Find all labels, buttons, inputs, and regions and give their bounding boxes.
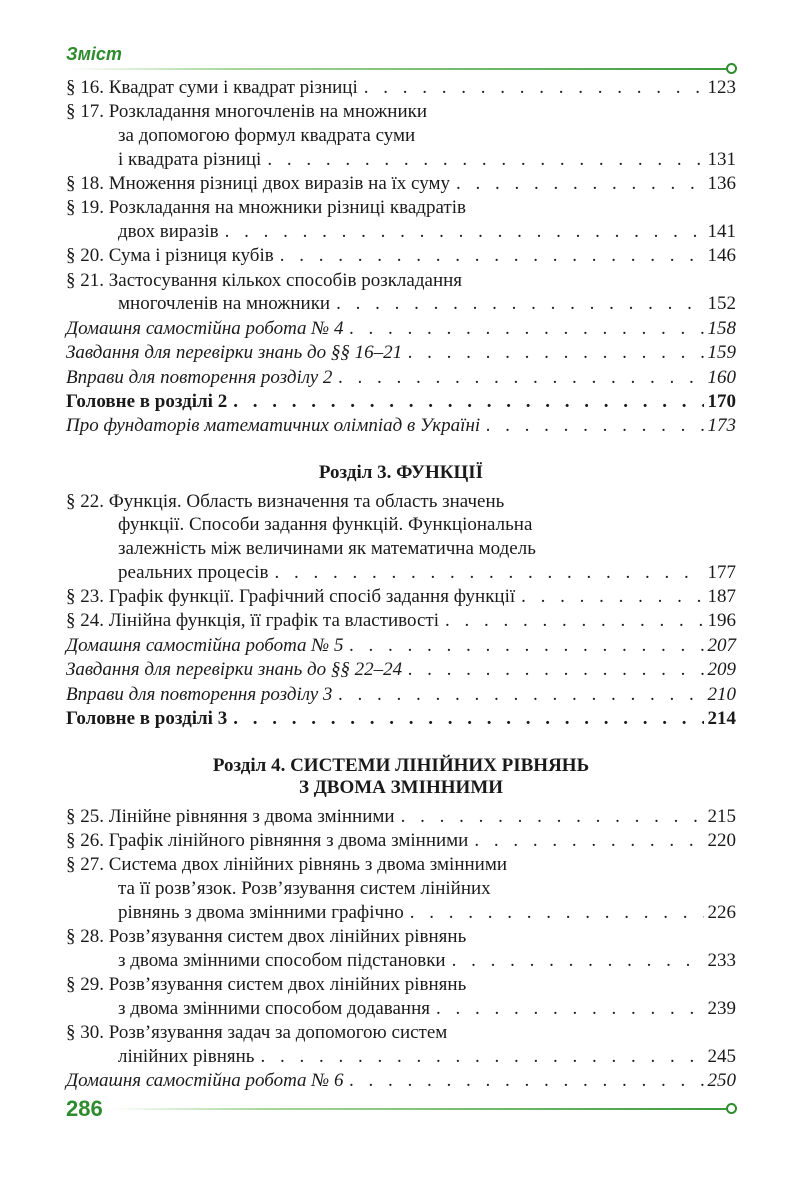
toc-entry-last-line [66, 341, 736, 365]
dot-leader [343, 1069, 703, 1093]
toc-entry-text: § 22. Функція. Область визначення та область значень [66, 490, 505, 512]
toc-entry [66, 172, 736, 196]
toc-entry-last-line [66, 997, 736, 1021]
toc-entry-text: § 25. Лінійне рівняння з двома змінними [66, 805, 395, 827]
toc-entry-text: рівнянь з двома змінними графічно [118, 901, 404, 923]
toc-entry-last-line [66, 366, 736, 390]
toc-entry-last-line [66, 609, 736, 633]
toc-entry-text: § 16. Квадрат суми і квадрат різниці [66, 77, 358, 98]
dot-leader [343, 317, 703, 341]
toc-entry-text: Головне в розділі 3 [66, 708, 228, 729]
toc-entry-page: 152 [707, 293, 736, 315]
toc-entry [66, 1069, 736, 1093]
toc-entry [66, 76, 736, 100]
toc-entry-last-line [66, 172, 736, 196]
toc-entry-text: Головне в розділі 2 [66, 390, 228, 412]
toc-entry-page: 239 [707, 997, 736, 1019]
toc-entry-last-line [66, 707, 736, 731]
toc-entry-text: лінійних рівнянь [118, 1045, 255, 1067]
toc-entry-last-line [66, 317, 736, 341]
toc-entry [66, 341, 736, 365]
toc-entry-page: 214 [707, 708, 736, 729]
toc-entry-text: функції. Способи задання функцій. Функціональна [118, 514, 533, 536]
section-4-title-line-2: З ДВОМА ЗМІННИМИ [298, 776, 504, 798]
toc-entry [66, 390, 736, 414]
toc-entry-page: 215 [707, 805, 736, 827]
toc-entry-page: 210 [707, 683, 736, 705]
toc-entry-last-line [66, 148, 736, 172]
toc-entry-text: § 21. Застосування кількох способів розкладання [66, 269, 463, 291]
toc-entry-last-line [66, 561, 736, 585]
section-4-heading [66, 755, 736, 799]
page-number: 286 [66, 1096, 103, 1121]
toc-entry-page: 233 [707, 949, 736, 971]
header-label: Зміст [66, 44, 122, 64]
toc-entry-text: § 28. Розв’язування систем двох лінійних рівнянь [66, 925, 467, 947]
dot-leader [402, 341, 703, 365]
toc-entry-text: § 29. Розв’язування систем двох лінійних рівнянь [66, 973, 467, 995]
toc-entry-text: § 18. Множення різниці двох виразів на їх суму [66, 172, 450, 194]
dot-leader [450, 172, 704, 196]
toc-entry-text: § 19. Розкладання на множники різниці квадратів [66, 197, 466, 219]
toc-entry [66, 585, 736, 609]
toc-entry-page: 146 [707, 245, 736, 267]
toc-block-chapter2 [66, 76, 736, 438]
dot-leader [254, 1045, 703, 1069]
toc-entry [66, 925, 736, 972]
toc-entry [66, 490, 736, 584]
toc-entry-text: § 24. Лінійна функція, її графік та властивості [66, 610, 439, 632]
table-of-contents [66, 76, 736, 1093]
toc-entry-last-line [66, 76, 736, 100]
toc-entry-line [66, 537, 736, 561]
toc-entry-line [66, 196, 736, 220]
toc-entry-page: 245 [707, 1045, 736, 1067]
toc-entry-last-line [66, 658, 736, 682]
toc-entry-text: Вправи для повторення розділу 2 [66, 366, 333, 388]
toc-block-chapter4 [66, 805, 736, 1093]
toc-entry-last-line [66, 1045, 736, 1069]
toc-entry [66, 853, 736, 924]
dot-leader [330, 292, 703, 316]
header-rule [66, 68, 730, 70]
toc-entry-last-line [66, 390, 736, 414]
dot-leader [343, 634, 703, 658]
dot-leader [439, 609, 704, 633]
toc-entry-page: 158 [707, 317, 736, 339]
toc-entry-last-line [66, 829, 736, 853]
toc-entry-text: з двома змінними способом підстановки [118, 949, 446, 971]
toc-entry-line [66, 925, 736, 949]
toc-entry-page: 226 [707, 901, 736, 923]
toc-entry-line [66, 124, 736, 148]
toc-entry [66, 366, 736, 390]
toc-entry-line [66, 490, 736, 514]
toc-entry [66, 683, 736, 707]
toc-entry-text: Завдання для перевірки знань до §§ 16–21 [66, 342, 403, 364]
toc-entry-last-line [66, 1069, 736, 1093]
toc-entry-last-line [66, 292, 736, 316]
toc-entry-text: § 27. Система двох лінійних рівнянь з двома змінними [66, 854, 508, 876]
toc-entry-page: 177 [707, 561, 736, 583]
dot-leader [468, 829, 703, 853]
toc-entry-page: 196 [707, 610, 736, 632]
footer-ring-icon [726, 1103, 737, 1114]
dot-leader [227, 707, 703, 731]
toc-entry-text: § 26. Графік лінійного рівняння з двома змінними [66, 829, 469, 851]
toc-entry-page: 123 [707, 77, 736, 98]
toc-entry-text: Домашня самостійна робота № 5 [66, 634, 344, 656]
dot-leader [332, 366, 703, 390]
toc-entry [66, 707, 736, 731]
dot-leader [268, 561, 703, 585]
toc-entry-page: 250 [707, 1069, 736, 1091]
toc-entry-line [66, 877, 736, 901]
toc-entry-last-line [66, 683, 736, 707]
toc-entry-page: 136 [707, 172, 736, 194]
toc-entry-page: 131 [707, 148, 736, 170]
toc-entry [66, 196, 736, 243]
toc-entry-text: Вправи для повторення розділу 3 [66, 683, 333, 705]
toc-entry-text: реальних процесів [118, 561, 269, 583]
toc-entry-page: 220 [707, 829, 736, 851]
toc-entry-last-line [66, 949, 736, 973]
toc-entry-text: § 17. Розкладання многочленів на множники [66, 101, 428, 123]
dot-leader [430, 997, 704, 1021]
toc-entry [66, 609, 736, 633]
toc-entry-last-line [66, 805, 736, 829]
toc-entry-page: 141 [707, 220, 736, 242]
toc-entry-page: 173 [707, 415, 736, 437]
toc-entry-last-line [66, 634, 736, 658]
toc-entry-last-line [66, 244, 736, 268]
toc-entry [66, 100, 736, 171]
section-4-title-line-1: Розділ 4. СИСТЕМИ ЛІНІЙНИХ РІВНЯНЬ [212, 754, 590, 776]
toc-entry-text: многочленів на множники [118, 293, 331, 315]
dot-leader [332, 683, 703, 707]
toc-entry-page: 159 [707, 342, 736, 364]
toc-entry-last-line [66, 585, 736, 609]
toc-entry-text: Про фундаторів математичних олімпіад в Україні [66, 415, 481, 437]
toc-entry [66, 414, 736, 438]
toc-block-chapter3 [66, 490, 736, 731]
toc-entry-line [66, 100, 736, 124]
toc-entry-line [66, 853, 736, 877]
toc-entry-last-line [66, 414, 736, 438]
toc-entry-line [66, 1021, 736, 1045]
header-ring-icon [726, 63, 737, 74]
toc-entry-text: залежність між величинами як математична модель [118, 538, 536, 560]
toc-entry-last-line [66, 220, 736, 244]
section-3-title: Розділ 3. ФУНКЦІЇ [318, 461, 484, 483]
toc-entry-text: § 23. Графік функції. Графічний спосіб задання функції [66, 586, 516, 608]
dot-leader [358, 76, 704, 100]
toc-entry [66, 658, 736, 682]
dot-leader [227, 390, 703, 414]
toc-entry-text: та її розв’язок. Розв’язування систем лінійних [118, 877, 491, 899]
dot-leader [515, 585, 703, 609]
toc-entry-page: 207 [707, 634, 736, 656]
toc-entry-text: з двома змінними способом додавання [118, 997, 430, 1019]
toc-entry [66, 244, 736, 268]
dot-leader [480, 414, 703, 438]
toc-entry-page: 160 [707, 366, 736, 388]
section-3-heading [66, 462, 736, 484]
toc-entry [66, 1021, 736, 1068]
dot-leader [395, 805, 704, 829]
toc-entry-line [66, 269, 736, 293]
toc-entry-text: § 20. Сума і різниця кубів [66, 245, 274, 267]
dot-leader [219, 220, 704, 244]
toc-entry-line [66, 973, 736, 997]
toc-entry-page: 170 [707, 390, 736, 412]
footer-rule [110, 1108, 730, 1110]
dot-leader [261, 148, 703, 172]
toc-entry-page: 209 [707, 659, 736, 681]
toc-entry [66, 805, 736, 829]
toc-entry [66, 973, 736, 1020]
dot-leader [446, 949, 704, 973]
toc-entry-text: Завдання для перевірки знань до §§ 22–24 [66, 659, 403, 681]
toc-entry [66, 829, 736, 853]
toc-entry-text: за допомогою формул квадрата суми [118, 124, 416, 146]
toc-entry-text: Домашня самостійна робота № 4 [66, 317, 344, 339]
toc-entry-text: двох виразів [118, 220, 219, 242]
toc-entry-line [66, 513, 736, 537]
dot-leader [404, 901, 704, 925]
toc-entry [66, 634, 736, 658]
toc-entry [66, 269, 736, 316]
toc-entry [66, 317, 736, 341]
toc-entry-text: Домашня самостійна робота № 6 [66, 1069, 344, 1091]
toc-entry-text: і квадрата різниці [118, 148, 262, 170]
toc-entry-last-line [66, 901, 736, 925]
toc-entry-text: § 30. Розв’язування задач за допомогою систем [66, 1021, 448, 1043]
dot-leader [402, 658, 703, 682]
dot-leader [274, 244, 704, 268]
toc-entry-page: 187 [707, 586, 736, 608]
